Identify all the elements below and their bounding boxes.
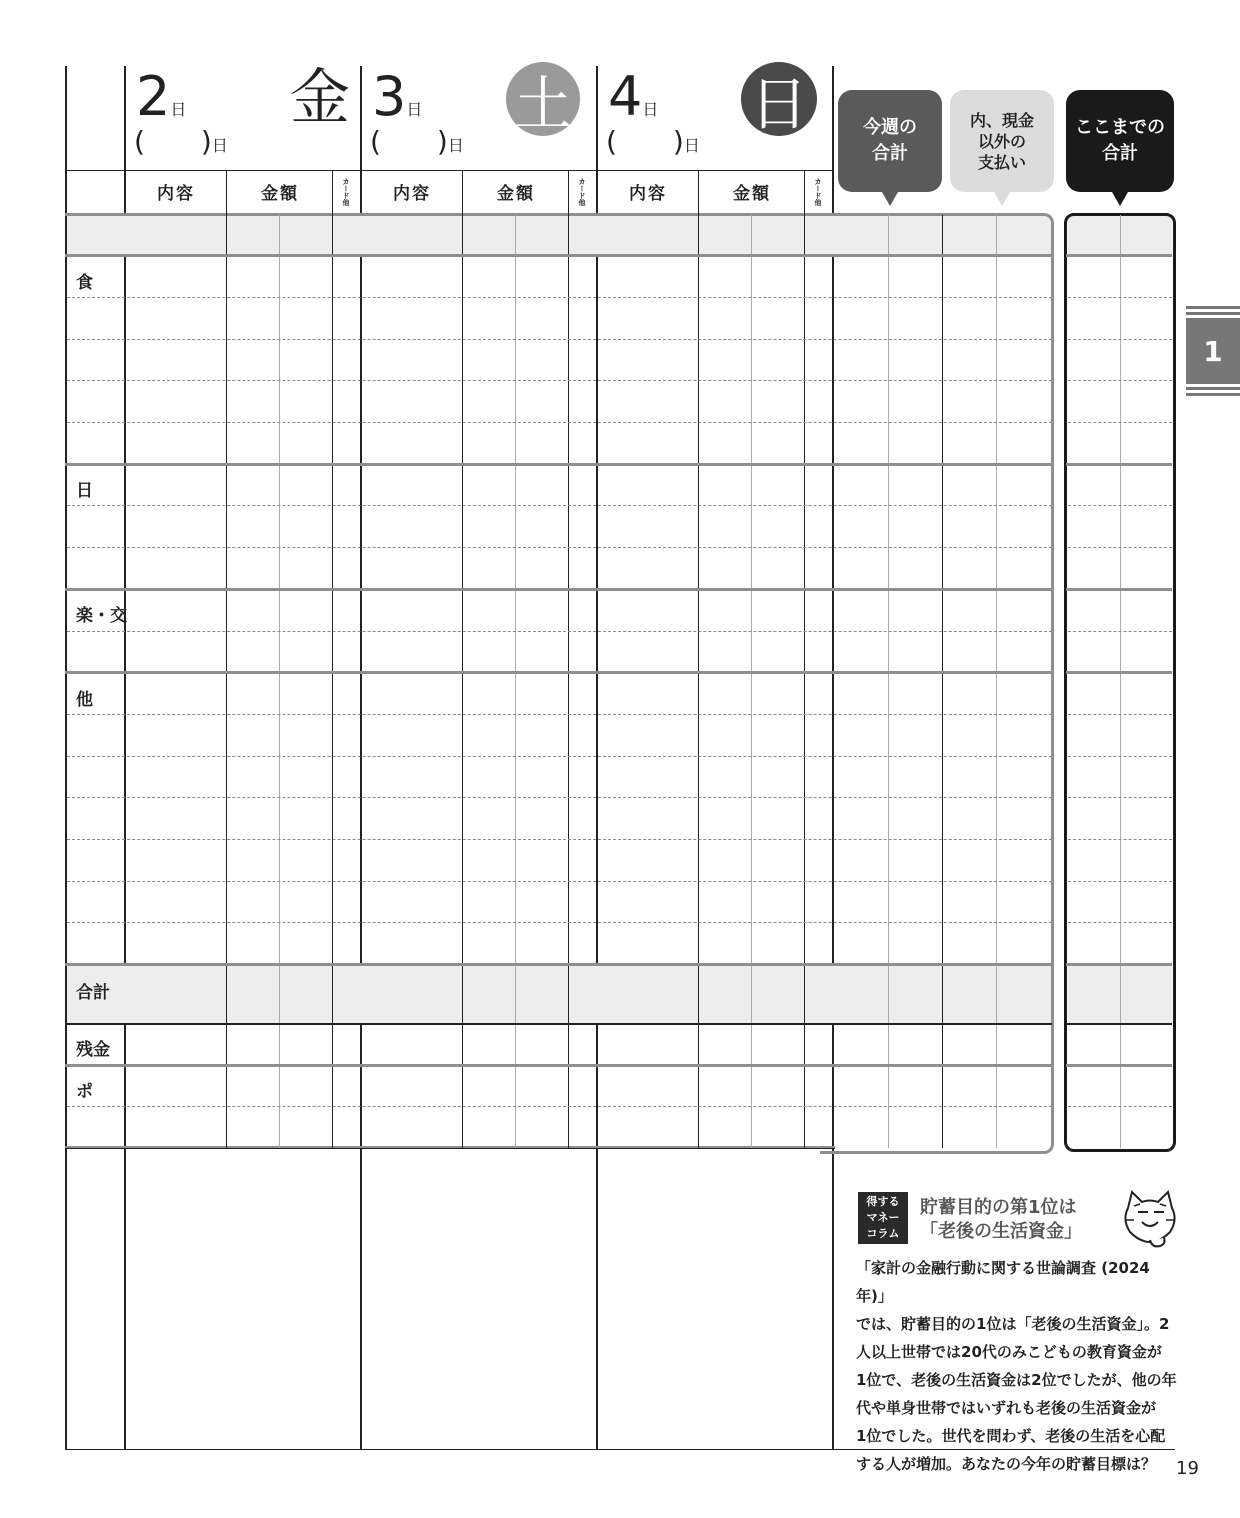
col-amount: 金額 xyxy=(261,183,299,204)
col-amount: 金額 xyxy=(733,183,771,204)
weekday-sun-badge: 日 xyxy=(741,62,817,136)
col-card: カード他 xyxy=(578,178,586,206)
day-2-date-blank[interactable]: ( )日 xyxy=(134,125,228,158)
day-4-date-blank[interactable]: ( )日 xyxy=(606,125,700,158)
bubble-running-total: ここまでの 合計 xyxy=(1066,90,1174,192)
day-3-header xyxy=(372,65,423,128)
money-column-badge: 得する マネー コラム xyxy=(858,1192,908,1244)
day-number: 3 xyxy=(372,65,407,128)
chapter-number: 1 xyxy=(1186,318,1240,384)
row-label-points: ポ xyxy=(76,1082,93,1102)
day-unit: 日 xyxy=(406,100,423,119)
col-content: 内容 xyxy=(629,183,667,204)
day-divider-2 xyxy=(596,66,598,1450)
label-column-divider xyxy=(124,66,126,1450)
row-label-other: 他 xyxy=(76,690,93,710)
left-border xyxy=(65,66,67,1450)
col-content: 内容 xyxy=(393,183,431,204)
row-label-total: 合計 xyxy=(76,983,110,1003)
page-number: 19 xyxy=(1176,1458,1199,1479)
day-divider-1 xyxy=(360,66,362,1450)
chapter-tab xyxy=(1186,306,1240,396)
weekly-grid-frame xyxy=(820,213,1054,1154)
bubble-weekly-total: 今週の 合計 xyxy=(838,90,942,192)
day-number: 2 xyxy=(136,65,171,128)
col-amount: 金額 xyxy=(497,183,535,204)
day-4-header xyxy=(608,65,659,128)
day-number: 4 xyxy=(608,65,643,128)
day-3-date-blank[interactable]: ( )日 xyxy=(370,125,464,158)
row-label-daily: 日 xyxy=(76,481,93,501)
row-label-food: 食 xyxy=(76,273,93,293)
money-column-body: 「家計の金融行動に関する世論調査 (2024年)」 では、貯蓄目的の1位は「老後の生活資金」。2 人以上世帯では20代のみこどもの教育資金が 1位で、老後の生活資金は2位でしたが、他の年 代や単身世帯ではいずれも老後の生活資金が 1位でした。世代を問わず、老後の生活を心配 する人が増加。あなたの今年の貯蓄目標は？ xyxy=(856,1259,1177,1473)
money-column-title: 貯蓄目的の第1位は 「老後の生活資金」 xyxy=(920,1197,1082,1242)
bubble-non-cash: 内、現金 以外の 支払い xyxy=(950,90,1054,192)
col-card: カード他 xyxy=(342,178,350,206)
row-label-leisure: 楽・交 xyxy=(76,606,127,626)
day-unit: 日 xyxy=(642,100,659,119)
day-unit: 日 xyxy=(170,100,187,119)
weekday-sat-badge: 土 xyxy=(506,62,580,136)
col-card: カード他 xyxy=(814,178,822,206)
cat-mascot-icon xyxy=(1120,1190,1180,1252)
day-2-header xyxy=(136,65,187,128)
weekday-fri: 金 xyxy=(290,63,350,133)
col-content: 内容 xyxy=(157,183,195,204)
row-label-balance: 残金 xyxy=(76,1040,110,1060)
